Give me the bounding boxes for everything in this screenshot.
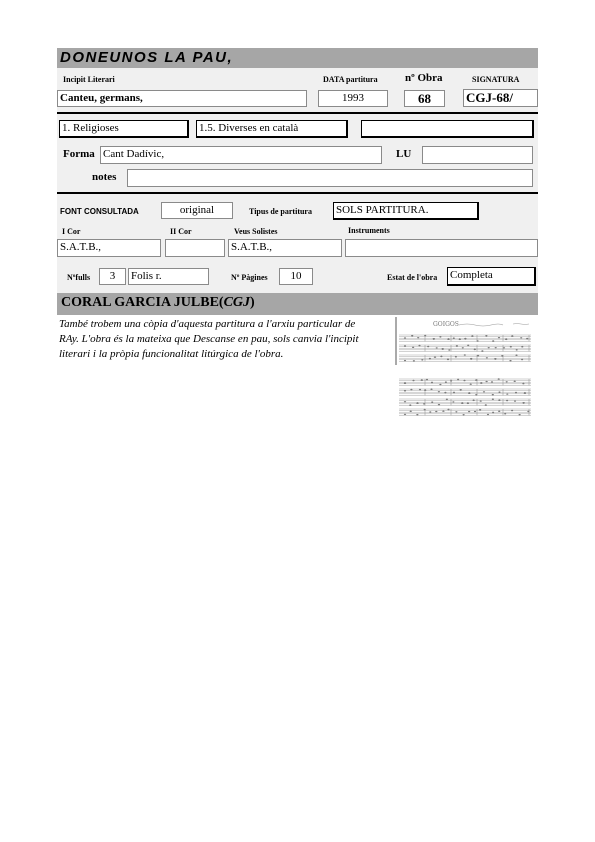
note-head [519,414,521,416]
forma-field[interactable]: Cant Dadívic, [100,146,382,164]
note-head [462,347,464,349]
note-head [433,338,435,340]
note-head [492,412,494,414]
observations-text: També trobem una còpia d'aquesta partitura a l'arxiu particular de RAy. L'obra és la mateixa que Descanse en pau, sols canvia l'incipit literari i la pròpia funcionalitat litúrgica de l'obra. [59,318,359,360]
instruments-label: Instruments [348,226,390,235]
lu-field[interactable] [422,146,533,164]
note-head [455,411,457,413]
note-head [456,345,458,347]
note-head [511,410,513,412]
npagines-label: Nº Pàgines [231,273,268,282]
note-head [506,393,508,395]
note-head [417,337,419,339]
note-head [453,337,455,339]
separator-rule-2 [57,192,538,194]
note-head [463,380,465,382]
note-head [442,410,444,412]
note-head [416,402,418,404]
note-head [483,391,485,393]
note-head [421,379,423,381]
note-head [521,346,523,348]
nfulls-field[interactable]: 3 [99,268,126,285]
forma-label: Forma [63,148,95,160]
note-head [492,340,494,342]
i-cor-label: I Cor [62,227,81,236]
num-obra-label: nº Obra [405,72,443,84]
note-head [434,356,436,358]
note-head [516,349,518,351]
work-title: DONEUNOS LA PAU, [60,49,234,66]
note-head [429,411,431,413]
note-head [498,410,500,412]
ii-cor-label: II Cor [170,227,192,236]
note-head [485,335,487,337]
note-head [404,337,406,339]
note-head [491,381,493,383]
note-head [448,349,450,351]
note-head [438,404,440,406]
note-head [416,414,418,416]
note-head [486,381,488,383]
data-partitura-field[interactable]: 1993 [318,90,388,107]
note-head [511,335,513,337]
note-head [498,337,500,339]
note-head [426,379,428,381]
note-head [480,400,482,402]
note-head [521,359,523,361]
estat-obra-field[interactable]: Completa [447,267,536,286]
score-heading: GOIGOS [433,321,459,328]
note-head [412,347,414,349]
i-cor-field[interactable]: S.A.T.B., [57,239,161,257]
veus-solistes-field[interactable]: S.A.T.B., [228,239,342,257]
note-head [471,335,473,337]
estat-obra-label: Estat de l'obra [387,273,438,282]
notes-label: notes [92,171,117,183]
note-head [431,382,433,384]
note-head [522,383,524,385]
note-head [470,383,472,385]
note-head [485,404,487,406]
note-head [447,409,449,411]
note-head [404,382,406,384]
font-consultada-field[interactable]: original [161,202,233,219]
nfulls-label: Nºfulls [67,273,91,282]
lu-label: LU [396,148,412,160]
note-head [424,409,426,411]
category-2-field[interactable]: 1.5. Diverses en català [196,120,348,138]
note-head [464,354,466,356]
note-head [404,360,406,362]
tipus-partitura-label: Tipus de partitura [249,207,312,216]
instruments-field[interactable] [345,239,538,257]
note-head [410,389,412,391]
category-3-field[interactable] [361,120,534,138]
folis-field[interactable]: Folis r. [128,268,209,285]
note-head [526,338,528,340]
signatura-field[interactable]: CGJ-68/ [463,89,538,107]
note-head [498,391,500,393]
note-head [457,379,459,381]
note-head [474,411,476,413]
note-head [435,411,437,413]
note-head [498,399,500,401]
note-head [439,336,441,338]
signatura-label: SIGNATURA [472,75,520,84]
note-head [492,394,494,396]
note-head [514,400,516,402]
incipit-field[interactable]: Canteu, germans, [57,90,307,107]
veus-solistes-label: Veus Solistes [234,227,278,236]
ii-cor-field[interactable] [165,239,225,257]
note-head [445,381,447,383]
score-thumbnail [395,317,533,418]
note-head [505,339,507,341]
score-image [395,317,533,418]
note-head [418,345,420,347]
note-head [429,358,431,360]
note-head [474,349,476,351]
note-head [444,392,446,394]
note-head [488,347,490,349]
note-head [468,411,470,413]
note-head [439,384,441,386]
note-head [515,354,517,356]
note-head [459,339,461,341]
note-head [410,410,412,412]
note-head [453,392,455,394]
note-head [498,378,500,380]
note-head [523,402,525,404]
note-head [436,347,438,349]
notes-field[interactable] [127,169,533,187]
note-head [461,402,463,404]
note-head [481,350,483,352]
note-head [412,380,414,382]
note-head [506,381,508,383]
note-head [447,338,449,340]
note-head [411,335,413,337]
note-head [404,414,406,416]
note-head [494,358,496,360]
note-head [463,414,465,416]
note-head [487,414,489,416]
note-head [524,392,526,394]
note-head [486,357,488,359]
note-head [413,360,415,362]
tipus-partitura-field[interactable]: SOLS PARTITURA. [333,202,479,220]
note-head [473,400,475,402]
note-head [468,392,470,394]
note-head [442,348,444,350]
note-head [404,390,406,392]
note-head [430,388,432,390]
note-head [515,392,517,394]
note-head [409,404,411,406]
note-head [479,409,481,411]
note-head [446,399,448,401]
category-1-field[interactable]: 1. Religioses [59,120,189,138]
note-head [455,356,457,358]
note-head [495,347,497,349]
note-head [421,359,423,361]
section-title: CORAL GARCIA JULBE(CGJ) [61,295,255,310]
note-head [520,337,522,339]
note-head [514,380,516,382]
note-head [509,360,511,362]
note-head [480,382,482,384]
note-head [404,345,406,347]
note-head [438,391,440,393]
separator-rule-1 [57,112,538,114]
incipit-label: Incipit Literari [63,75,115,84]
note-head [467,345,469,347]
data-partitura-label: DATA partitura [323,75,378,84]
note-head [404,401,406,403]
note-head [504,413,506,415]
note-head [460,389,462,391]
note-head [431,401,433,403]
font-consultada-label: FONT CONSULTADA [60,207,139,216]
note-head [427,346,429,348]
npagines-field[interactable]: 10 [279,268,313,285]
note-head [440,356,442,358]
note-head [470,358,472,360]
note-head [419,389,421,391]
note-head [452,401,454,403]
note-head [464,338,466,340]
section-abbr: CGJ [223,295,251,310]
note-head [506,400,508,402]
note-head [510,346,512,348]
num-obra-field[interactable]: 68 [404,90,445,107]
note-head [447,359,449,361]
note-head [492,398,494,400]
note-head [467,403,469,405]
